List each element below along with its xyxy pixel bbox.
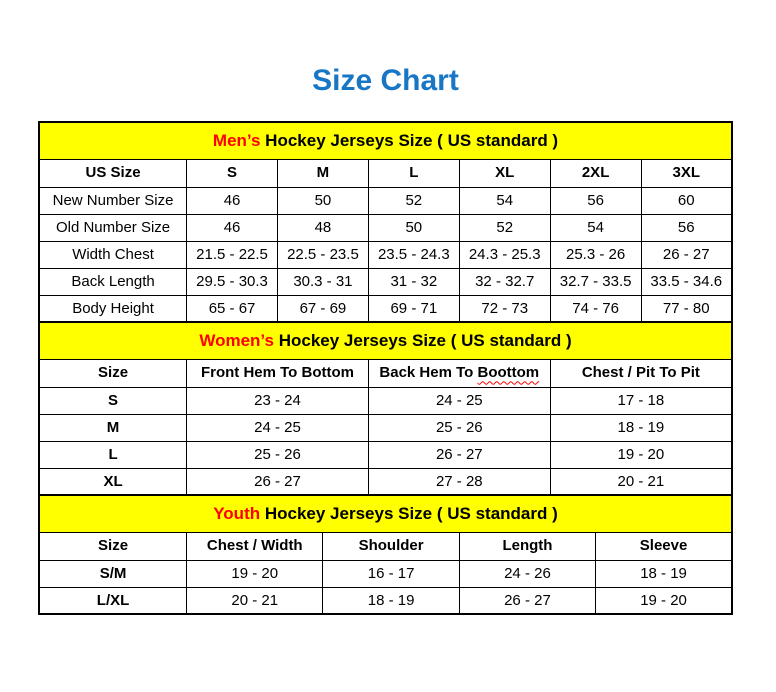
row-label: New Number Size xyxy=(39,187,187,214)
column-header: M xyxy=(277,159,368,187)
table-cell: 26 - 27 xyxy=(641,241,732,268)
youth-heading-highlight: Youth xyxy=(213,503,261,523)
column-header: US Size xyxy=(39,159,187,187)
misspelled-word: Boottom xyxy=(477,364,540,382)
womens-heading-highlight: Women’s xyxy=(199,330,274,350)
table-cell: 74 - 76 xyxy=(550,295,641,322)
table-cell: 26 - 27 xyxy=(187,468,369,495)
mens-heading-highlight: Men’s xyxy=(212,130,261,150)
size-tables xyxy=(38,121,733,615)
row-label: Old Number Size xyxy=(39,214,187,241)
table-cell: 69 - 71 xyxy=(368,295,459,322)
page-title: Size Chart xyxy=(312,64,459,97)
table-cell: 65 - 67 xyxy=(187,295,278,322)
table-cell: 30.3 - 31 xyxy=(277,268,368,295)
youth-section-heading xyxy=(39,495,732,532)
table-cell: 26 - 27 xyxy=(368,441,550,468)
mens-section-heading-row xyxy=(39,122,732,159)
table-cell: 56 xyxy=(550,187,641,214)
table-cell: 16 - 17 xyxy=(323,560,459,587)
womens-heading-text: Hockey Jerseys Size ( US standard ) xyxy=(273,330,572,350)
table-row xyxy=(39,387,732,414)
column-header: S xyxy=(187,159,278,187)
column-header: 3XL xyxy=(641,159,732,187)
table-cell: 54 xyxy=(459,187,550,214)
womens-section-heading xyxy=(39,322,732,359)
table-cell: 60 xyxy=(641,187,732,214)
column-header: Shoulder xyxy=(323,532,459,560)
table-cell: 18 - 19 xyxy=(323,587,459,614)
table-cell: 48 xyxy=(277,214,368,241)
table-cell: 20 - 21 xyxy=(187,587,323,614)
table-cell: 25 - 26 xyxy=(187,441,369,468)
table-row xyxy=(39,414,732,441)
column-header: XL xyxy=(459,159,550,187)
table-cell: 19 - 20 xyxy=(187,560,323,587)
table-cell: 72 - 73 xyxy=(459,295,550,322)
table-cell: 32.7 - 33.5 xyxy=(550,268,641,295)
youth-section-heading-row xyxy=(39,495,732,532)
column-header: 2XL xyxy=(550,159,641,187)
table-cell: 21.5 - 22.5 xyxy=(187,241,278,268)
column-header: Chest / Width xyxy=(187,532,323,560)
table-cell: 22.5 - 23.5 xyxy=(277,241,368,268)
table-cell: 24 - 25 xyxy=(368,387,550,414)
column-header: Size xyxy=(39,532,187,560)
table-cell: 24.3 - 25.3 xyxy=(459,241,550,268)
table-cell: 17 - 18 xyxy=(550,387,732,414)
table-row xyxy=(39,241,732,268)
table-row xyxy=(39,295,732,322)
row-label: Back Length xyxy=(39,268,187,295)
table-cell: 23 - 24 xyxy=(187,387,369,414)
table-cell: 67 - 69 xyxy=(277,295,368,322)
youth-size-table xyxy=(38,494,733,615)
table-cell: 32 - 32.7 xyxy=(459,268,550,295)
column-header: L xyxy=(368,159,459,187)
table-row xyxy=(39,560,732,587)
youth-heading-text: Hockey Jerseys Size ( US standard ) xyxy=(260,503,558,523)
table-cell: 46 xyxy=(187,187,278,214)
table-row xyxy=(39,468,732,495)
table-cell: 52 xyxy=(459,214,550,241)
row-label: S/M xyxy=(39,560,187,587)
column-header: Back Hem To Boottom xyxy=(368,359,550,387)
table-cell: 54 xyxy=(550,214,641,241)
mens-column-header-row xyxy=(39,159,732,187)
womens-column-header-row xyxy=(39,359,732,387)
row-label: L xyxy=(39,441,187,468)
table-cell: 24 - 25 xyxy=(187,414,369,441)
table-cell: 20 - 21 xyxy=(550,468,732,495)
table-cell: 52 xyxy=(368,187,459,214)
table-row xyxy=(39,268,732,295)
table-row xyxy=(39,187,732,214)
table-cell: 33.5 - 34.6 xyxy=(641,268,732,295)
table-cell: 26 - 27 xyxy=(459,587,595,614)
mens-heading-text: Hockey Jerseys Size ( US standard ) xyxy=(260,130,559,150)
row-label: S xyxy=(39,387,187,414)
table-cell: 18 - 19 xyxy=(596,560,732,587)
mens-size-table xyxy=(38,121,733,323)
row-label: Width Chest xyxy=(39,241,187,268)
table-cell: 27 - 28 xyxy=(368,468,550,495)
table-cell: 31 - 32 xyxy=(368,268,459,295)
column-header: Length xyxy=(459,532,595,560)
youth-column-header-row xyxy=(39,532,732,560)
table-row xyxy=(39,441,732,468)
row-label: M xyxy=(39,414,187,441)
table-cell: 24 - 26 xyxy=(459,560,595,587)
table-cell: 25.3 - 26 xyxy=(550,241,641,268)
mens-section-heading xyxy=(39,122,732,159)
womens-section-heading-row xyxy=(39,322,732,359)
table-cell: 50 xyxy=(277,187,368,214)
table-cell: 56 xyxy=(641,214,732,241)
table-cell: 19 - 20 xyxy=(550,441,732,468)
table-cell: 23.5 - 24.3 xyxy=(368,241,459,268)
row-label: L/XL xyxy=(39,587,187,614)
table-row xyxy=(39,214,732,241)
table-cell: 29.5 - 30.3 xyxy=(187,268,278,295)
row-label: Body Height xyxy=(39,295,187,322)
table-cell: 46 xyxy=(187,214,278,241)
column-header: Chest / Pit To Pit xyxy=(550,359,732,387)
column-header: Front Hem To Bottom xyxy=(187,359,369,387)
row-label: XL xyxy=(39,468,187,495)
table-cell: 19 - 20 xyxy=(596,587,732,614)
table-row xyxy=(39,587,732,614)
column-header: Sleeve xyxy=(596,532,732,560)
table-cell: 25 - 26 xyxy=(368,414,550,441)
womens-size-table xyxy=(38,321,733,496)
table-cell: 50 xyxy=(368,214,459,241)
table-cell: 18 - 19 xyxy=(550,414,732,441)
column-header: Size xyxy=(39,359,187,387)
table-cell: 77 - 80 xyxy=(641,295,732,322)
